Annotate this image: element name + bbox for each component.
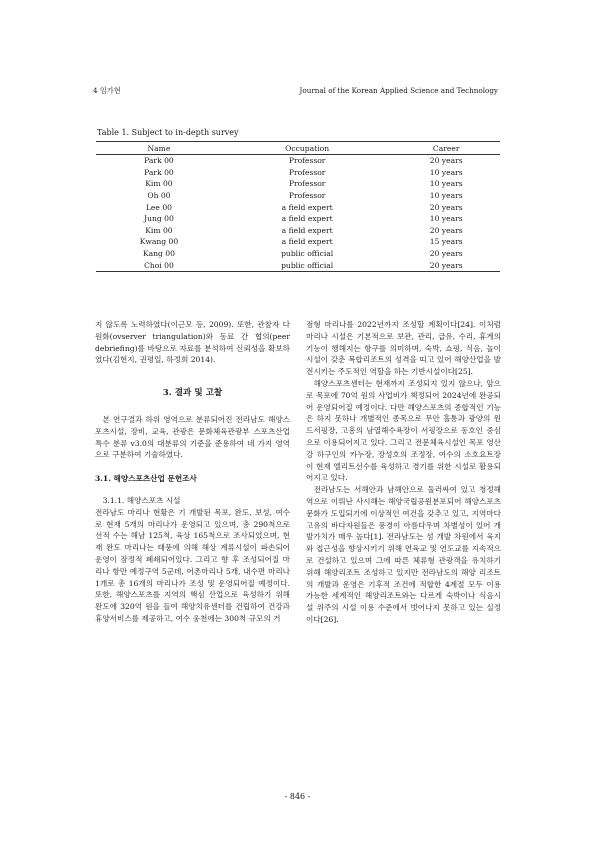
cell-name: Park 00 (144, 167, 174, 177)
table-row (96, 155, 500, 167)
paragraph-reliability: 지 않도록 노력하였다(이근모 등, 2009). 또한, 관찰자 다원화(ovserver triangulation)와 동료 간 협의(peer debriefing)를 바탕으로 자료를 분석하여 신뢰성을 확보하였다(김현지, 권평일, 하정희 2014). (95, 320, 290, 365)
col-header-career: Career (392, 142, 500, 155)
paragraph-sports-center: 해양스포츠센터는 현재까지 조성되지 있지 않으나, 앞으로 목포에 70억 원의 사업비가 책정되어 2024년에 완공되어 운영되어질 예정이다. 다만 해양스포츠의 종합적인 기능은 하지 못하나 개별적인 종목으로 무안 홀통과 광양의 윈드서핑장, 고흥의 남열해수욕장이 서핑장으로 동호인 중심으로 이용되어지고 있다. 그리고 전문체육시설인 목포 영산강 하구인의 카누장, 장성호의 조정장, 여수의 소호요트장이 현재 엘리트선수를 육성하고 경기를 위한 시설로 활용되어지고 있다. (306, 378, 501, 483)
paragraph-classification: 본 연구결과 하위 영역으로 분류되어진 전라남도 해양스포츠시설, 장비, 교육, 관광은 문화체육관광부 스포츠산업 특수 분류 v3.0의 대분류의 기준을 준용하여 네 가지 영역으로 구분하여 기술하였다. (95, 414, 290, 460)
table-row (96, 213, 500, 225)
table-caption: Table 1. Subject to in-depth survey (97, 128, 239, 137)
cell-occupation: Professor (288, 191, 326, 201)
cell-name: Park 00 (144, 156, 174, 166)
subsection-title-literature: 3.1. 해양스포츠산업 문헌조사 (95, 474, 197, 484)
table-row (96, 167, 500, 179)
paragraph-jeonnam-resort: 전라남도는 서해안과 남해안으로 둘러싸여 있고 청정해역으로 이뤄난 사시해는 해양국립공원분포되어 해양스포츠 문화가 도입되기에 이상적인 여건을 갖추고 있고, 지역마다 고유의 바다자원들은 풍경이 아름다우며 차별성이 있어 개발가치가 매우 높다[1]. 전라남도는 섬 개발 차원에서 육지와 접근성을 향상시키기 위해 연육교 및 연도교를 지속적으로 건설하고 있으며 그에 따른 체류형 관광객을 유치하기 위해 해양리조트 조성하고 있지만 전라남도의 해양 리조트의 개발과 운영은 기후적 조건에 적합한 4계절 모두 이용 가능한 세계적인 해양리조트와는 다르게 숙박이나 식음시설 위주의 시설 이용 수준에서 벗어나지 못하고 있는 실정이다[26]. (306, 485, 501, 624)
cell-career: 20 years (429, 156, 463, 166)
subsubsection-title-facilities: 3.1.1. 해양스포츠 시설 (102, 495, 181, 505)
table-row (96, 225, 500, 237)
cell-career: 10 years (429, 167, 463, 177)
table-row (96, 248, 500, 260)
cell-name: Kwang 00 (139, 237, 179, 247)
paragraph-marina-role: 점형 마리나를 2022년까지 조성할 계획이다[24]. 이처럼 마리나 시설은 기본적으로 보관, 관리, 급유, 수리, 휴게의 기능이 행해지는 항구를 의미하며, 숙박, 쇼핑, 식음, 놀이시설이 갖춘 복합리조트의 성격을 띠고 있어 해양산업을 발전시키는 주도적인 역할을 하는 기반시설이다[25]. (306, 320, 501, 377)
cell-name: Oh 00 (147, 191, 171, 201)
running-header-journal: Journal of the Korean Applied Science and Technology (299, 86, 498, 95)
table-row (96, 178, 500, 190)
cell-career: 20 years (429, 249, 463, 259)
cell-career: 10 years (429, 191, 463, 201)
survey-table (96, 141, 500, 272)
cell-name: Lee 00 (145, 202, 172, 212)
table-row (96, 259, 500, 271)
cell-career: 10 years (429, 179, 463, 189)
cell-career: 20 years (429, 202, 463, 212)
left-column (95, 319, 290, 625)
cell-occupation: a field expert (281, 214, 333, 224)
cell-name: Kim 00 (145, 225, 173, 235)
table-row (96, 236, 500, 248)
table-row (96, 190, 500, 202)
running-header-left: 4 임가현 (93, 86, 121, 95)
cell-occupation: public official (281, 249, 334, 259)
cell-occupation: Professor (288, 156, 326, 166)
cell-occupation: public official (222, 259, 392, 271)
cell-occupation: Professor (288, 179, 326, 189)
section-title-results: 3. 결과 및 고찰 (162, 388, 223, 399)
cell-occupation: a field expert (281, 225, 333, 235)
col-header-name: Name (96, 142, 222, 155)
cell-name: Kang 00 (142, 249, 175, 259)
table-row (96, 201, 500, 213)
table-header-row (96, 142, 500, 155)
cell-name: Choi 00 (96, 259, 222, 271)
cell-name: Jung 00 (144, 214, 174, 224)
cell-occupation: a field expert (281, 237, 333, 247)
cell-occupation: Professor (288, 167, 326, 177)
cell-name: Kim 00 (145, 179, 173, 189)
cell-career: 10 years (429, 214, 463, 224)
col-header-occupation: Occupation (222, 142, 392, 155)
page-number: - 846 - (284, 792, 311, 801)
right-column (306, 319, 501, 626)
cell-career: 20 years (392, 259, 500, 271)
cell-career: 15 years (429, 237, 463, 247)
paragraph-marina-status: 전라남도 마리나 현황은 기 개발된 목포, 완도, 보성, 여수로 현재 5개의 마리나가 운영되고 있으며, 총 290척으로 선적 수는 해남 125척, 육상 165척으로 조사되었으며, 현재 완도 마리나는 태풍에 의해 해상 계류시설이 파손되어 운영이 잠정적 폐쇄되어있다. 그리고 향 후 조성되어질 마리나 항만 예정구역 5군데, 어촌마리나 5개, 내수면 마리나 1개로 총 16개의 마리나가 조성 및 운영되어질 예정이다. 또한, 해양스포츠를 지역의 핵심 산업으로 육성하기 위해 완도에 320억 원을 들여 해양치유센터를 건립하여 건강과 휴양서비스를 제공하고, 여수 웅천에는 300척 규모의 거 (95, 507, 290, 623)
cell-career: 20 years (429, 225, 463, 235)
cell-occupation: a field expert (281, 202, 333, 212)
